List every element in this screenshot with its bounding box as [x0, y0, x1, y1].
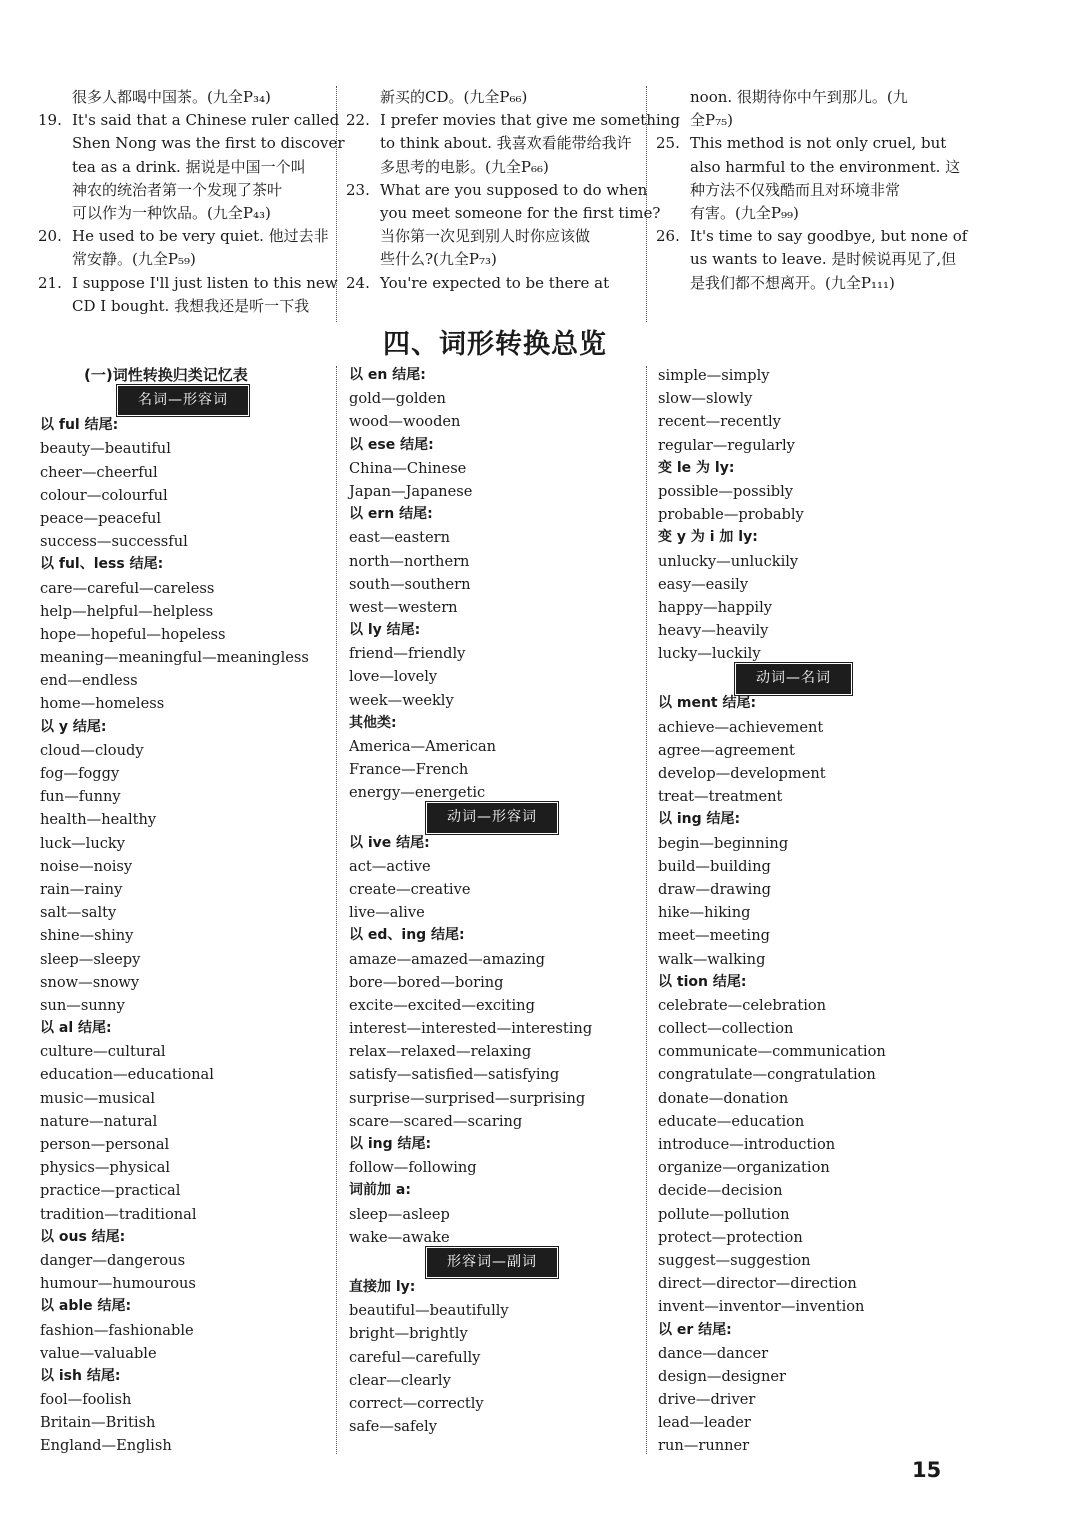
sentence-line — [38, 179, 328, 202]
word-pair: fool—foolish — [40, 1391, 132, 1409]
sentence-line — [38, 225, 328, 248]
sentence-text: you meet someone for the first time? — [380, 204, 661, 223]
word-pair: relax—relaxed—relaxing — [349, 1043, 532, 1061]
word-pair: amaze—amazed—amazing — [349, 950, 545, 968]
column-separator — [646, 366, 647, 1454]
word-pair: China—Chinese — [349, 459, 467, 477]
sentence-line — [346, 248, 638, 271]
sentence-line — [656, 156, 961, 179]
word-pair: salt—salty — [40, 904, 117, 922]
word-pair: hope—hopeful—hopeless — [40, 625, 226, 643]
word-pair: celebrate—celebration — [658, 996, 827, 1014]
sentence-text: 多思考的电影。(九全P₆₆) — [380, 157, 549, 176]
word-pair: success—successful — [40, 533, 188, 551]
word-pair: value—valuable — [40, 1344, 157, 1362]
sentence-line — [656, 225, 968, 248]
word-pair: culture—cultural — [40, 1043, 166, 1061]
word-pair: communicate—communication — [658, 1043, 886, 1061]
word-pair: invent—inventor—invention — [658, 1298, 865, 1316]
word-pair: act—active — [349, 857, 431, 875]
word-pair: music—musical — [40, 1089, 156, 1107]
word-pair: noise—noisy — [40, 857, 133, 875]
word-pair: lucky—luckily — [658, 645, 761, 663]
word-pair: run—runner — [658, 1437, 750, 1455]
rule-subheading: 以 able 结尾: — [40, 1298, 132, 1315]
rule-subheading: 以 ese 结尾: — [349, 436, 434, 453]
word-pair: person—personal — [40, 1136, 170, 1153]
word-pair: congratulate—congratulation — [658, 1066, 876, 1084]
sentence-text: 当你第一次见到别人时你应该做 — [380, 227, 591, 246]
word-pair: bore—bored—boring — [349, 973, 504, 991]
word-pair: possible—possibly — [658, 482, 794, 500]
sentence-text: 可以作为一种饮品。(九全P₄₃) — [72, 204, 271, 223]
category-row — [349, 1249, 639, 1276]
word-pair: America—American — [349, 738, 497, 755]
word-pair: luck—lucky — [40, 834, 126, 852]
word-pair: friend—friendly — [349, 645, 466, 663]
word-pair: scare—scared—scaring — [349, 1112, 523, 1130]
sentence-text: 有害。(九全P₉₉) — [690, 204, 799, 223]
word-pair: east—eastern — [349, 529, 450, 547]
sentence-line — [38, 86, 328, 109]
sentence-line — [38, 202, 328, 225]
sentence-text: 很多人都喝中国茶。(九全P₃₄) — [72, 88, 271, 106]
sentence-line — [656, 202, 948, 225]
word-pair: simple—simply — [658, 367, 770, 384]
word-pair: education—educational — [40, 1066, 214, 1084]
word-pair: sleep—asleep — [349, 1205, 450, 1223]
word-pair: follow—following — [349, 1159, 477, 1177]
word-list-col-2 — [349, 364, 639, 1438]
sentence-line — [346, 109, 680, 132]
word-pair: danger—dangerous — [40, 1251, 186, 1269]
sentence-text: to think about. 我喜欢看能带给我许 — [380, 134, 632, 153]
word-pair: humour—humourous — [40, 1275, 196, 1293]
sentence-number: 25. — [656, 134, 680, 153]
sentence-line — [38, 132, 345, 155]
sentence-text: CD I bought. 我想我还是听一下我 — [72, 296, 310, 315]
word-pair: fog—foggy — [40, 765, 120, 782]
sentence-text: us wants to leave. 是时候说再见了,但 — [690, 250, 957, 269]
word-pair: drive—driver — [658, 1391, 756, 1409]
sentence-text: 种方法不仅残酷而且对环境非常 — [690, 180, 901, 199]
sentence-line — [346, 272, 638, 295]
sentence-text: noon. 很期待你中午到那儿。(九 — [690, 88, 908, 106]
sentence-line — [38, 156, 328, 179]
word-pair: regular—regularly — [658, 436, 795, 454]
category-label: 形容词—副词 — [427, 1248, 557, 1277]
word-pair: recent—recently — [658, 413, 781, 431]
word-pair: end—endless — [40, 672, 138, 690]
word-pair: dance—dancer — [658, 1344, 769, 1362]
word-pair: beauty—beautiful — [40, 440, 171, 458]
sentence-line — [346, 132, 638, 155]
word-pair: Japan—Japanese — [349, 482, 473, 500]
word-pair: hike—hiking — [658, 904, 751, 922]
rule-subheading: 以 ful 结尾: — [40, 417, 119, 434]
word-pair: England—English — [40, 1437, 172, 1455]
word-pair: begin—beginning — [658, 834, 789, 852]
word-pair: slow—slowly — [658, 390, 753, 408]
sentence-text: 新买的CD。(九全P₆₆) — [380, 88, 528, 106]
sentence-text: also harmful to the environment. 这 — [690, 157, 961, 176]
word-pair: easy—easily — [658, 575, 749, 593]
rule-subheading: 以 al 结尾: — [40, 1020, 112, 1037]
sentence-line — [346, 179, 648, 202]
word-pair: rain—rainy — [40, 880, 123, 898]
rule-subheading: 以 ful、less 结尾: — [40, 556, 164, 573]
category-row — [658, 665, 948, 692]
rule-subheading: 以 y 结尾: — [40, 718, 107, 735]
rule-subheading: 变 y 为 i 加 ly: — [658, 529, 758, 546]
word-pair: unlucky—unluckily — [658, 552, 799, 570]
sentence-text: tea as a drink. 据说是中国一个叫 — [72, 157, 306, 176]
sentence-text: 常安静。(九全P₅₉) — [72, 250, 196, 269]
word-pair: satisfy—satisfied—satisfying — [349, 1066, 560, 1084]
word-pair: physics—physical — [40, 1159, 171, 1177]
word-pair: protect—protection — [658, 1228, 803, 1246]
sentence-text: I prefer movies that give me something — [380, 111, 680, 130]
sentence-text: You're expected to be there at — [380, 273, 610, 292]
sentence-line — [346, 86, 638, 109]
word-pair: meet—meeting — [658, 927, 770, 945]
rule-subheading: 以 ing 结尾: — [349, 1136, 432, 1152]
word-pair: live—alive — [349, 904, 425, 922]
example-sentences-col-3 — [656, 86, 968, 295]
word-pair: pollute—pollution — [658, 1205, 790, 1223]
section-heading: 四、词形转换总览 — [383, 329, 607, 360]
sentence-line — [38, 248, 328, 271]
word-pair: France—French — [349, 761, 469, 779]
word-pair: probable—probably — [658, 506, 804, 524]
sentence-line — [346, 202, 661, 225]
word-pair: peace—peaceful — [40, 509, 162, 527]
word-pair: happy—happily — [658, 598, 772, 616]
word-pair: educate—education — [658, 1112, 805, 1130]
word-pair: nature—natural — [40, 1112, 158, 1130]
sentence-line — [38, 272, 338, 295]
word-pair: beautiful—beautifully — [349, 1302, 509, 1320]
word-pair: excite—excited—exciting — [349, 996, 535, 1014]
rule-subheading: 以 tion 结尾: — [658, 973, 747, 990]
word-pair: west—western — [349, 598, 458, 616]
rule-subheading: 以 en 结尾: — [349, 367, 426, 383]
word-pair: careful—carefully — [349, 1348, 481, 1366]
word-pair: fun—funny — [40, 788, 121, 806]
word-pair: help—helpful—helpless — [40, 602, 214, 620]
word-pair: meaning—meaningful—meaningless — [40, 649, 309, 667]
sentence-line — [346, 225, 638, 248]
word-pair: fashion—fashionable — [40, 1321, 194, 1339]
word-pair: practice—practical — [40, 1182, 181, 1200]
sentence-number: 19. — [38, 111, 62, 130]
sentence-line — [656, 179, 948, 202]
rule-subheading: 以 ment 结尾: — [658, 695, 757, 712]
word-pair: heavy—heavily — [658, 622, 769, 640]
sentence-text: 神农的统治者第一个发现了茶叶 — [72, 180, 283, 199]
rule-subheading: 直接加 ly: — [349, 1278, 416, 1295]
rule-subheading: 以 er 结尾: — [658, 1321, 732, 1338]
word-pair: develop—development — [658, 765, 826, 782]
word-pair: decide—decision — [658, 1182, 783, 1200]
word-pair: energy—energetic — [349, 784, 486, 802]
sentence-line — [656, 86, 948, 109]
sentence-text: Shen Nong was the first to discover — [72, 134, 345, 153]
sentence-line — [346, 156, 638, 179]
sentence-text: This method is not only cruel, but — [690, 134, 947, 153]
word-pair: care—careful—careless — [40, 579, 215, 597]
sentence-text: 全P₇₅) — [690, 111, 733, 130]
word-pair: achieve—achievement — [658, 718, 824, 736]
word-pair: cloud—cloudy — [40, 741, 144, 759]
word-pair: north—northern — [349, 552, 470, 570]
rule-subheading: 变 le 为 ly: — [658, 459, 735, 476]
sentence-number: 23. — [346, 180, 370, 199]
sentence-line — [656, 248, 957, 271]
sentence-line — [656, 272, 948, 295]
word-pair: snow—snowy — [40, 973, 140, 991]
word-pair: design—designer — [658, 1367, 786, 1385]
word-pair: donate—donation — [658, 1089, 789, 1107]
rule-subheading: 以 ly 结尾: — [349, 622, 421, 639]
word-pair: sleep—sleepy — [40, 950, 141, 968]
word-pair: love—lovely — [349, 668, 438, 686]
table-title: (一)词性转换归类记忆表 — [84, 366, 248, 384]
word-pair: tradition—traditional — [40, 1205, 197, 1223]
word-pair: correct—correctly — [349, 1394, 484, 1412]
sentence-text: He used to be very quiet. 他过去非 — [72, 227, 329, 246]
category-label: 动词—形容词 — [427, 803, 557, 832]
category-label: 动词—名词 — [736, 664, 851, 693]
rule-subheading: 以 ous 结尾: — [40, 1228, 126, 1245]
sentence-text: It's time to say goodbye, but none of — [690, 227, 968, 246]
rule-subheading: 其他类: — [349, 714, 397, 731]
rule-subheading: 以 ing 结尾: — [658, 811, 741, 828]
word-pair: surprise—surprised—surprising — [349, 1089, 586, 1107]
rule-subheading: 以 ive 结尾: — [349, 834, 430, 851]
word-list-col-3 — [658, 364, 948, 1458]
word-pair: colour—colourful — [40, 486, 168, 504]
sentence-number: 22. — [346, 111, 370, 130]
sentence-line — [38, 109, 340, 132]
word-pair: cheer—cheerful — [40, 463, 158, 481]
sentence-text: I suppose I'll just listen to this new — [72, 273, 338, 292]
sentence-line — [656, 109, 948, 132]
sentence-text: What are you supposed to do when — [380, 180, 648, 199]
word-pair: suggest—suggestion — [658, 1251, 811, 1269]
rule-subheading: 词前加 a: — [349, 1182, 411, 1199]
sentence-text: 些什么?(九全P₇₃) — [380, 250, 497, 269]
word-list-col-1 — [40, 364, 330, 1458]
word-pair: draw—drawing — [658, 880, 772, 898]
rule-subheading: 以 ed、ing 结尾: — [349, 927, 465, 944]
page-number: 15 — [912, 1458, 942, 1482]
sentence-number: 21. — [38, 273, 62, 292]
category-row — [349, 805, 639, 832]
word-pair: week—weekly — [349, 691, 454, 709]
word-pair: agree—agreement — [658, 741, 795, 759]
word-pair: clear—clearly — [349, 1371, 451, 1389]
sentence-line — [38, 295, 328, 318]
word-pair: treat—treatment — [658, 788, 783, 806]
word-pair: wood—wooden — [349, 413, 461, 431]
sentence-number: 24. — [346, 273, 370, 292]
sentence-number: 20. — [38, 227, 62, 246]
word-pair: home—homeless — [40, 695, 165, 713]
sentence-line — [656, 132, 948, 155]
word-pair: introduce—introduction — [658, 1136, 836, 1153]
word-pair: sun—sunny — [40, 996, 125, 1014]
word-pair: direct—director—direction — [658, 1275, 857, 1293]
word-pair: bright—brightly — [349, 1325, 468, 1343]
word-pair: safe—safely — [349, 1418, 437, 1436]
word-pair: south—southern — [349, 575, 471, 593]
word-pair: shine—shiny — [40, 927, 134, 945]
word-pair: lead—leader — [658, 1414, 751, 1432]
category-row — [40, 387, 330, 414]
category-label: 名词—形容词 — [118, 386, 248, 415]
rule-subheading: 以 ern 结尾: — [349, 506, 433, 523]
word-pair: collect—collection — [658, 1020, 794, 1038]
column-separator — [336, 366, 337, 1454]
word-pair: organize—organization — [658, 1159, 830, 1177]
sentence-number: 26. — [656, 227, 680, 246]
word-pair: gold—golden — [349, 390, 446, 408]
word-pair: interest—interested—interesting — [349, 1020, 593, 1038]
word-pair: build—building — [658, 857, 771, 875]
word-pair: health—healthy — [40, 811, 157, 829]
sentence-text: 是我们都不想离开。(九全P₁₁₁) — [690, 273, 895, 292]
word-pair: create—creative — [349, 880, 471, 898]
word-pair: Britain—British — [40, 1414, 156, 1432]
sentence-text: It's said that a Chinese ruler called — [72, 111, 340, 130]
rule-subheading: 以 ish 结尾: — [40, 1367, 121, 1384]
word-pair: walk—walking — [658, 950, 766, 968]
example-sentences-col-1 — [38, 86, 345, 318]
word-pair: wake—awake — [349, 1228, 450, 1246]
